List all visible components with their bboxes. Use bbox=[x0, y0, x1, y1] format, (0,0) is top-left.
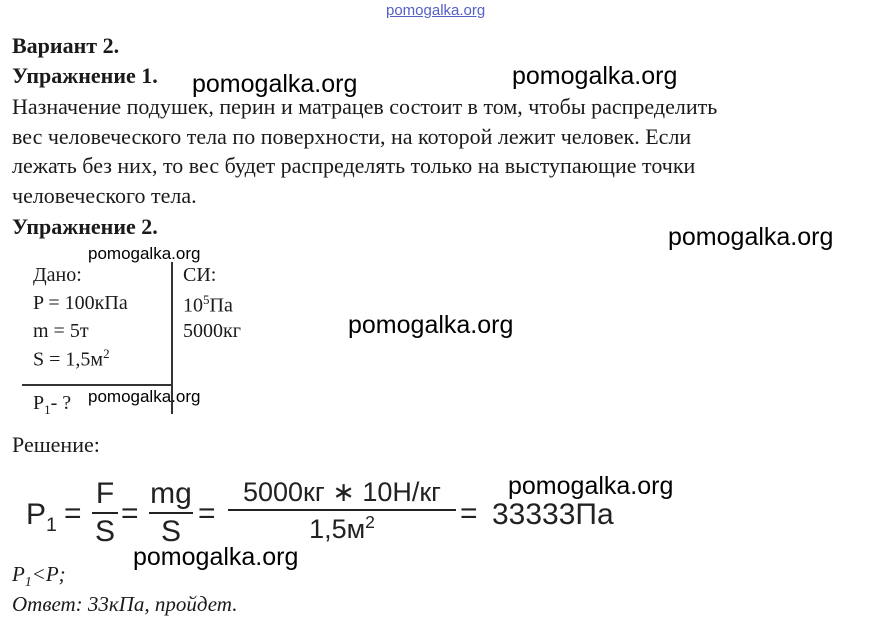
si-mass: 5000кг bbox=[183, 320, 241, 342]
formula-result: 33333Па bbox=[492, 498, 614, 531]
fraction-numerator: F bbox=[95, 477, 115, 510]
fraction-denominator: $1,5м^2$ bbox=[309, 512, 375, 544]
exercise-1-title: Упражнение 1. bbox=[12, 63, 158, 88]
given-area: $S = 1,5м^2$ bbox=[33, 346, 110, 371]
watermark: pomogalka.org bbox=[88, 387, 201, 406]
exercise-1-text bbox=[12, 92, 717, 210]
fraction-bar bbox=[228, 509, 456, 511]
formula-equals: = bbox=[198, 497, 216, 530]
watermark: pomogalka.org bbox=[668, 223, 834, 251]
watermark-header-link[interactable]: pomogalka.org bbox=[386, 2, 486, 19]
watermark: pomogalka.org bbox=[348, 311, 514, 339]
given-label: Дано: bbox=[33, 264, 82, 286]
exercise-1-line: вес человеческого тела по поверхности, на которой лежит человек. Если bbox=[12, 123, 692, 149]
exercise-1-line: лежать без них, то вес будет распределять только на выступающие точки bbox=[12, 153, 696, 178]
fraction-numeric bbox=[228, 477, 456, 545]
fraction-denominator: S bbox=[94, 515, 115, 548]
given-pressure: P = 100кПа bbox=[33, 292, 128, 314]
watermark: pomogalka.org bbox=[512, 62, 678, 90]
find-unknown: $P_1-$ ? bbox=[33, 392, 72, 417]
fraction-denominator: S bbox=[160, 515, 181, 548]
fraction-numerator: 5000кг ∗ 10Н/кг bbox=[242, 477, 442, 507]
fraction-numerator: mg bbox=[150, 477, 192, 510]
variant-title: Вариант 2. bbox=[12, 33, 120, 58]
fraction-f-over-s bbox=[92, 477, 118, 549]
fraction-bar bbox=[149, 512, 193, 514]
solution-label: Решение: bbox=[12, 432, 100, 457]
answer-line: Ответ: 33кПа, пройдет. bbox=[12, 592, 238, 616]
si-pressure: $10^5Па$ bbox=[183, 292, 233, 317]
formula-lhs: $P_1$ bbox=[26, 498, 57, 536]
formula-equals: = bbox=[460, 497, 478, 530]
fraction-bar bbox=[92, 512, 118, 514]
si-label: СИ: bbox=[183, 264, 217, 286]
formula-equals: = bbox=[64, 497, 82, 530]
watermark: pomogalka.org bbox=[88, 244, 201, 263]
exercise-2-title: Упражнение 2. bbox=[12, 214, 158, 239]
exercise-1-line: Назначение подушек, перин и матрацев состоит в том, чтобы распределить bbox=[12, 94, 718, 119]
fraction-mg-over-s bbox=[149, 477, 193, 549]
exercise-1-line: человеческого тела. bbox=[12, 182, 197, 208]
comparison-line: $P_1<P$; bbox=[12, 562, 66, 590]
watermark: pomogalka.org bbox=[133, 543, 299, 571]
given-mass: m = 5т bbox=[33, 320, 89, 342]
given-find-divider bbox=[22, 384, 172, 386]
formula-equals: = bbox=[121, 497, 139, 530]
watermark: pomogalka.org bbox=[192, 70, 358, 98]
watermark: pomogalka.org bbox=[508, 472, 674, 500]
